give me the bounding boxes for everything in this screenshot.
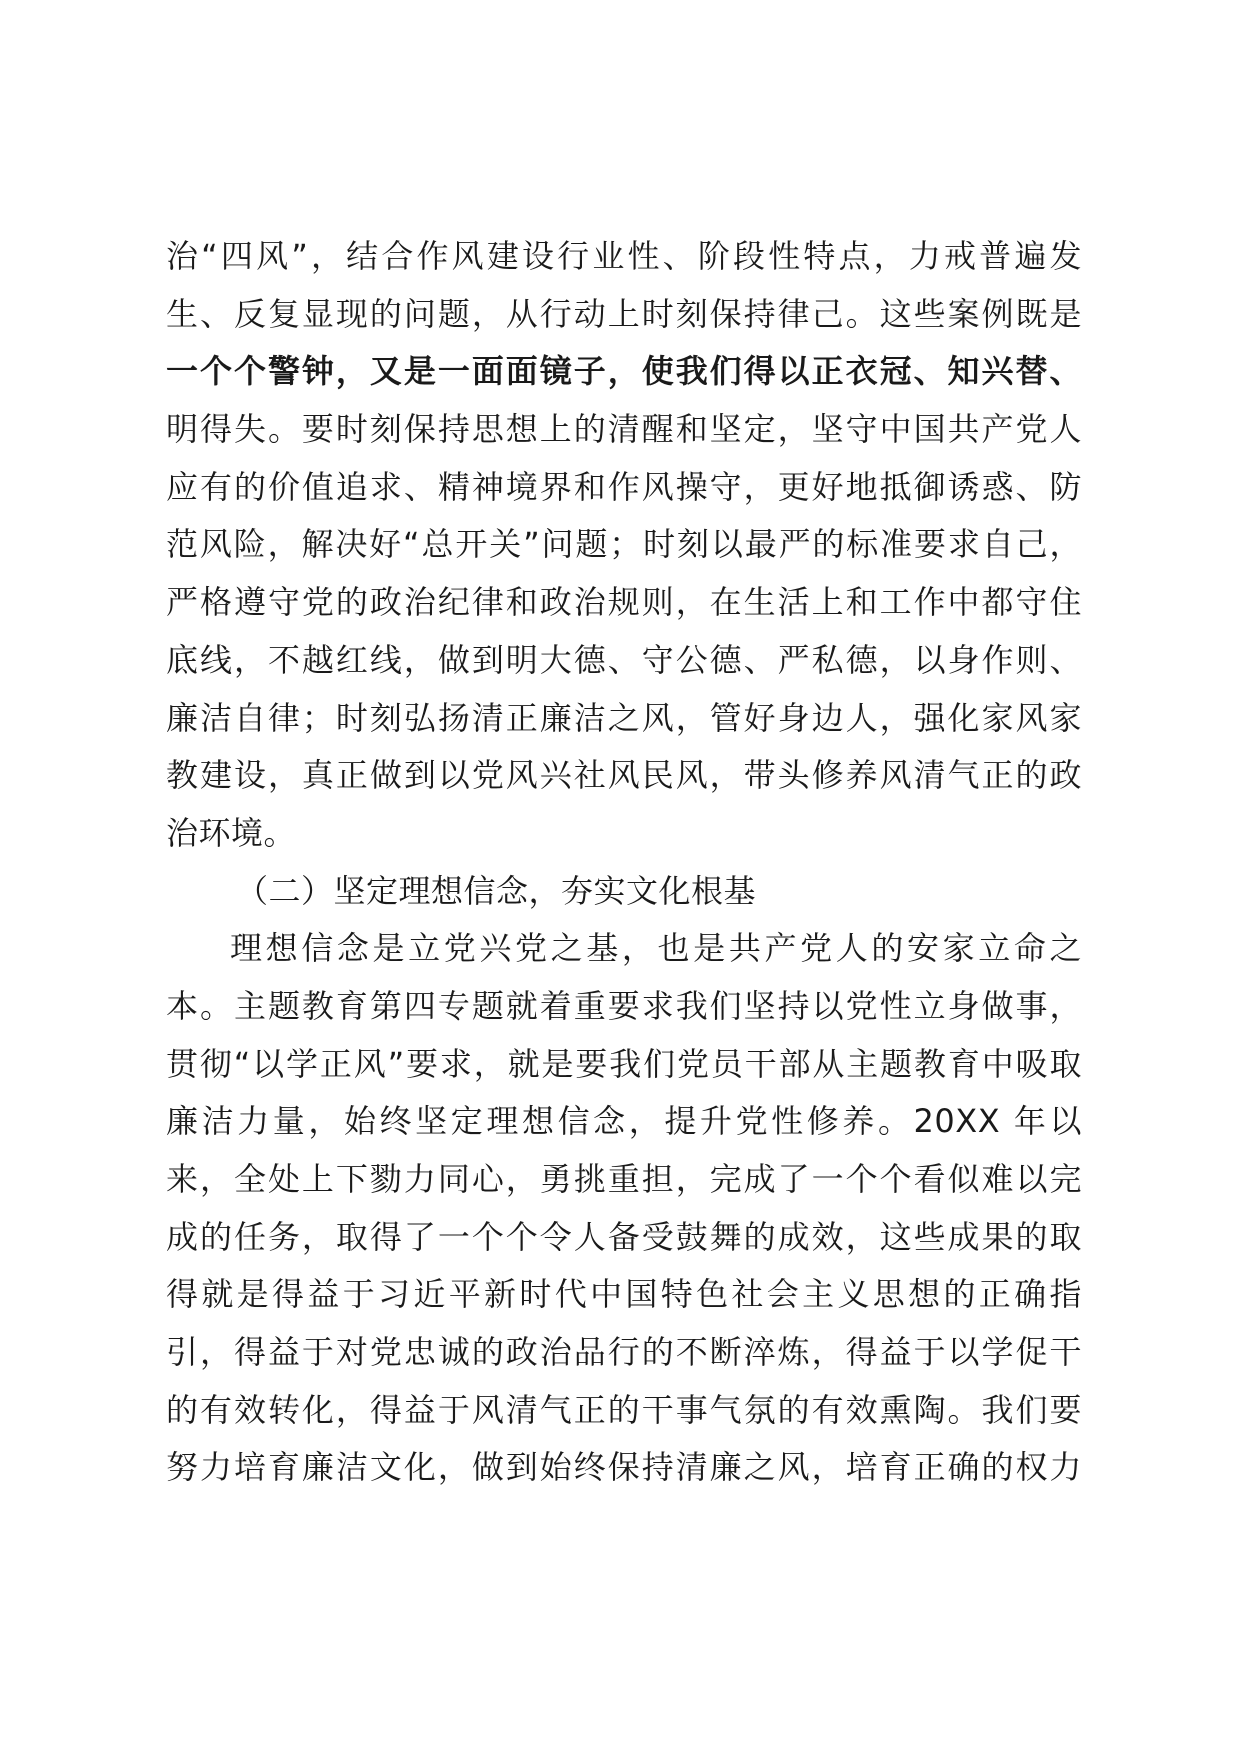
paragraph-2 (166, 920, 1082, 1497)
text-line: 治环境。 (166, 813, 297, 852)
text-line: 生、反复显现的问题，从行动上时刻保持律己。这些案例既是 (166, 294, 1082, 333)
text-line: 本。主题教育第四专题就着重要求我们坚持以党性立身做事， (166, 986, 1082, 1025)
text-line: 底线，不越红线，做到明大德、守公德、严私德，以身作则、 (166, 640, 1082, 679)
text-line: 教建设，真正做到以党风兴社风民风，带头修养风清气正的政 (166, 756, 1082, 795)
text-line: 廉洁自律；时刻弘扬清正廉洁之风，管好身边人，强化家风家 (166, 698, 1082, 737)
text-line: 应有的价值追求、精神境界和作风操守，更好地抵御诱惑、防 (166, 467, 1082, 506)
document-body (166, 228, 1082, 1497)
text-line: 范风险，解决好“总开关”问题；时刻以最严的标准要求自己， (166, 525, 1082, 564)
section-heading (166, 863, 1082, 921)
text-line: 来，全处上下勠力同心，勇挑重担，完成了一个个看似难以完 (166, 1160, 1082, 1198)
text-line: 治“四风”，结合作风建设行业性、阶段性特点，力戒普遍发 (166, 237, 1082, 275)
text-line: 一个个警钟，又是一面面镜子，使我们得以正衣冠、知兴替、 (166, 352, 1082, 391)
section-heading-text: （二）坚定理想信念，夯实文化根基 (236, 871, 757, 910)
text-line: 贯彻“以学正风”要求，就是要我们党员干部从主题教育中吸取 (166, 1044, 1082, 1083)
text-line: 引，得益于对党忠诚的政治品行的不断淬炼，得益于以学促干 (166, 1333, 1082, 1372)
text-line: 的有效转化，得益于风清气正的干事气氛的有效熏陶。我们要 (166, 1390, 1082, 1429)
text-line: 明得失。要时刻保持思想上的清醒和坚定，坚守中国共产党人 (166, 410, 1082, 449)
text-line: 廉洁力量，始终坚定理想信念，提升党性修养。20XX 年以 (166, 1102, 1082, 1141)
text-line: 得就是得益于习近平新时代中国特色社会主义思想的正确指 (166, 1275, 1082, 1314)
text-line: 成的任务，取得了一个个令人备受鼓舞的成效，这些成果的取 (166, 1217, 1082, 1256)
text-line: 努力培育廉洁文化，做到始终保持清廉之风，培育正确的权力 (166, 1448, 1082, 1487)
text-line: 理想信念是立党兴党之基，也是共产党人的安家立命之 (230, 929, 1082, 968)
paragraph-1 (166, 228, 1082, 863)
text-line: 严格遵守党的政治纪律和政治规则，在生活上和工作中都守住 (166, 583, 1082, 622)
